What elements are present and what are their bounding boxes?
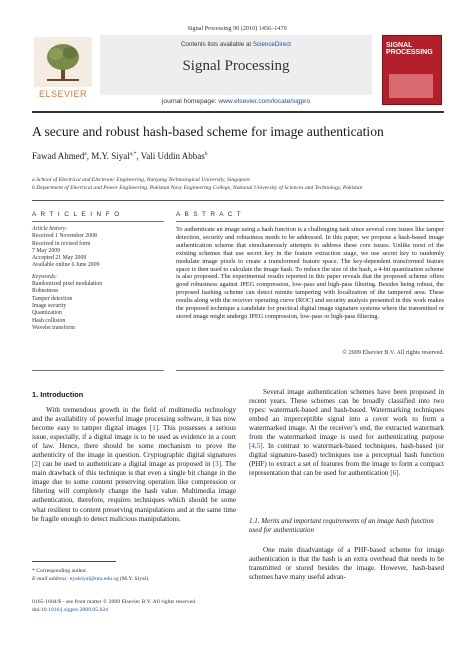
journal-cover-image	[382, 35, 442, 105]
keyword-item: Hash collision	[32, 317, 66, 324]
journal-header	[32, 35, 445, 107]
front-matter-line: 0165-1684/$ - see front matter © 2009 Elsevier B.V. All rights reserved.	[32, 599, 197, 605]
article-info-bottom-rule	[32, 370, 164, 371]
text-run: .	[398, 469, 401, 478]
footnote	[32, 567, 150, 584]
article-title: A secure and robust hash-based scheme for image authentication	[32, 124, 384, 139]
journal-title-box	[100, 35, 372, 95]
text-run: Several image authentication schemes have been proposed in recent years. These schemes can be broadly classified into two types: watermark-based and hash-based. Watermarking techniques embed an imperceptible signal into a cover work to form a watermarked image. At the receiver’s end, the extracted watermark from the watermarked image is used for authenticating purpose	[249, 388, 444, 442]
author-list: Fawad Ahmed$^a$, M.Y. Siyal$^{a,*}$, Vali Uddin Abbas$^b$	[32, 151, 208, 161]
keyword-item: Tamper detection	[32, 295, 73, 302]
text-run: . In contrast to watermark-based techniques, hash-based (or digital signature-based) techniques use a perceptual hash function (PHF) to extract a set of features from the image to form a compact representation that can be used for authentication	[249, 442, 444, 478]
header-rule	[32, 111, 444, 113]
right-column	[249, 388, 444, 478]
schemes-paragraph	[249, 388, 444, 478]
elsevier-tree-icon	[34, 37, 92, 87]
email-owner: (M.Y. Siyal).	[118, 576, 150, 583]
publisher-name: ELSEVIER	[38, 89, 88, 99]
sciencedirect-link[interactable]: ScienceDirect	[252, 41, 292, 48]
text-run: . This possesses a serious issue, especially, if a digital image is to be used as evidence in a court of law. Hence, there should be some mechanism to prove the authenticity of the image in question. Cryptographic digital signatures	[32, 424, 237, 460]
keyword-item: Randomized pixel modulation	[32, 281, 103, 288]
history-item: Available online 6 June 2009	[32, 262, 100, 269]
cover-art	[389, 74, 433, 98]
doi-link[interactable]: 10.1016/j.sigpro.2009.05.024	[40, 607, 109, 614]
footnote-rule	[32, 561, 116, 562]
text-run: . The main drawback of this technique is that even a single bit change in the image due to some content preserving operation like compression or filtering will completely change the hash value. Multimedia image authentication, therefore, requires techniques which should be some what resilient to content preserving manipulations and at the same time be fragile enough to detect malicious manipulations.	[32, 460, 236, 523]
homepage-line	[100, 98, 372, 105]
keywords-label: Keywords:	[32, 273, 57, 280]
citation-link[interactable]: [1]	[149, 424, 159, 433]
affiliation-b: b Department of Electrical and Power Engineering, Pakistan Navy Engineering College, National University of Sciences and Technology, Pakistan	[32, 185, 363, 191]
citation-link[interactable]: [3]	[212, 460, 222, 469]
history-item: Received 1 November 2008	[32, 233, 97, 240]
homepage-prefix: journal homepage:	[161, 98, 219, 105]
abstract-bottom-rule	[176, 370, 444, 371]
contents-prefix: Contents lists available at	[180, 41, 253, 48]
doi-line	[32, 606, 196, 614]
author-name: M.Y. Siyal	[91, 151, 130, 161]
section-heading-introduction: 1. Introduction	[32, 390, 84, 399]
email-label: E-mail address:	[32, 576, 69, 583]
history-item: Accepted 21 May 2009	[32, 255, 87, 262]
author-sup: a,*	[129, 151, 137, 157]
history-item: 7 May 2009	[32, 247, 61, 254]
front-matter	[32, 598, 196, 615]
keyword-item: Quantization	[32, 310, 62, 317]
journal-reference: Signal Processing 90 (2010) 1456–1470	[187, 25, 287, 32]
copyright-notice: © 2009 Elsevier B.V. All rights reserved.	[342, 349, 444, 356]
history-label: Article history:	[32, 226, 68, 232]
keyword-item: Image security	[32, 302, 67, 309]
contents-line	[100, 41, 372, 48]
email-link[interactable]: eyalsiyal@ntu.edu.sg	[69, 576, 119, 583]
left-column	[32, 406, 236, 524]
disadvantage-paragraph: One main disadvantage of a PHF-based scheme for image authentication is that the hash is an extra overhead that needs to be transmitted or stored besides the image. However, hash-based schemes have many useful advan-	[249, 546, 444, 582]
corresponding-author-note: * Corresponding author.	[32, 568, 88, 574]
text-run: can be used to authenticate a digital image as proposed in	[40, 460, 213, 469]
elsevier-logo	[34, 37, 92, 103]
citation-link[interactable]: [4,5]	[249, 442, 263, 451]
subsection-heading: 1.1. Merits and important requirements of an image hash function used for authentication	[249, 517, 434, 534]
author-sup: b	[204, 151, 208, 157]
abstract-text: To authenticate an image using a hash function is a challenging task since several core issues like tamper detection, security and robustness needs to be addressed. In this paper, we propose a hash-based image authentication scheme that simultaneously attempts to address these core issues. Unlike most of the existing schemes that use secret key in the feature extraction stage, we use secret key to randomly modulate image pixels to create a transformed feature space. The key-dependent transformed feature space is then used to calculate the image hash. To reduce the size of the hash, a 4-bit quantization scheme is also proposed. The experimental results reported in this paper reveals that the proposed scheme offers good robustness against JPEG compression, low-pass and high-pass filtering. Besides being robust, the proposed hashing scheme can detect minute tampering with localization of the tampered area. These results along with the receiver operating curve (ROC) and security analysis presented in this work makes the proposed technique a candidate for practical digital image signature systems where the transmitted or stored image might undergo JPEG compression, low-pass or high-pass filtering.	[176, 226, 444, 320]
author-name: Fawad Ahmed	[32, 151, 85, 161]
text-run: With tremendous growth in the field of multimedia technology and the availability of powerful image processing software, it has now become easy to tamper digital images	[32, 406, 236, 433]
article-info-rule	[32, 221, 164, 222]
author-sup: a	[84, 151, 87, 157]
abstract-heading: A B S T R A C T	[176, 211, 243, 218]
intro-paragraph	[32, 406, 236, 524]
right-column-continued	[249, 546, 444, 582]
citation-link[interactable]: [2]	[32, 460, 41, 469]
keyword-item: Wavelet transform	[32, 324, 75, 331]
journal-name: Signal Processing	[182, 58, 290, 74]
cover-title: SIGNAL PROCESSING	[386, 42, 433, 56]
article-info-list	[32, 226, 164, 332]
homepage-link[interactable]: www.elsevier.com/locate/sigpro	[218, 98, 311, 105]
history-item: Received in revised form	[32, 240, 91, 247]
affiliation-a: a School of Electrical and Electronic Engineering, Nanyang Technological University, Singapore	[32, 177, 250, 183]
article-info-heading: A R T I C L E I N F O	[32, 211, 121, 218]
title-rule	[32, 200, 444, 201]
citation-link[interactable]: [6]	[390, 469, 399, 478]
keyword-item: Robustness	[32, 288, 59, 295]
doi-prefix: doi:	[32, 607, 41, 614]
abstract-rule	[176, 221, 444, 222]
author-name: Vali Uddin Abbas	[140, 151, 205, 161]
email-line	[32, 575, 150, 583]
